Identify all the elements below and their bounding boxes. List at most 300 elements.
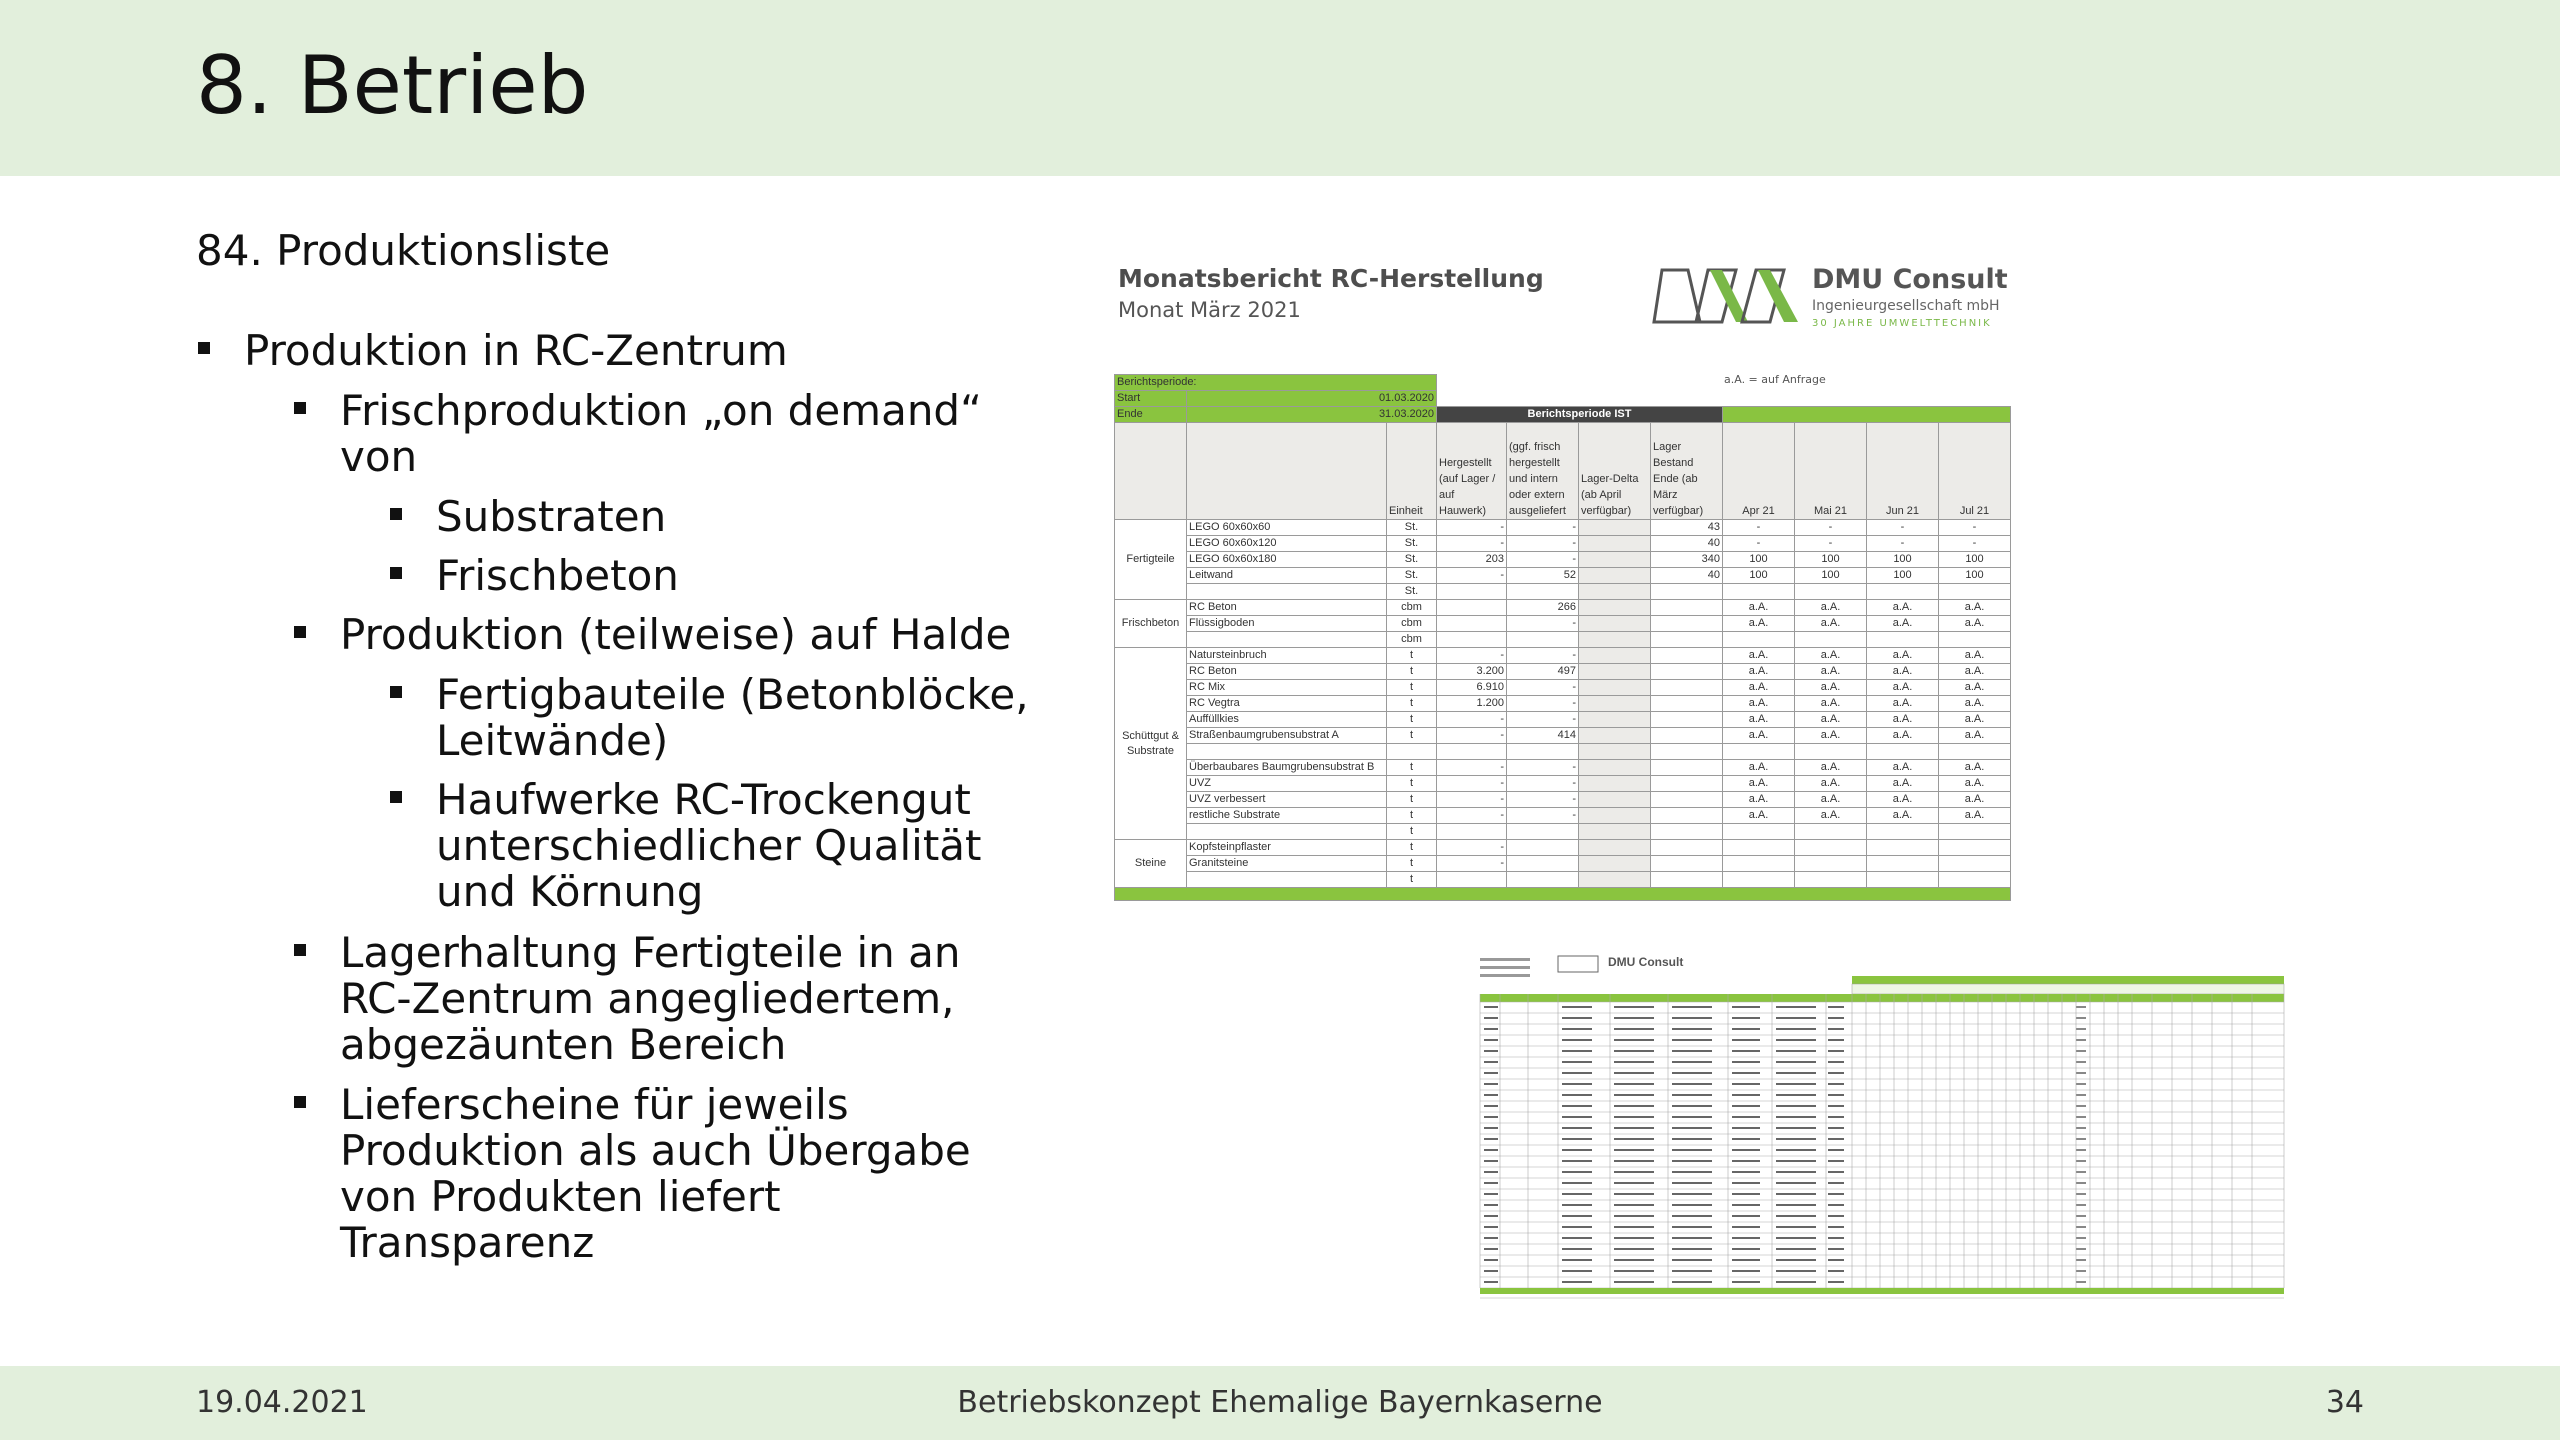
sheet-cell-mark: [1484, 1259, 1498, 1261]
item-value: [1579, 632, 1651, 648]
sheet-cell-mark: [1562, 1116, 1592, 1118]
sheet-cell-mark: [1614, 1204, 1654, 1206]
bullet-marker-icon: [390, 686, 402, 698]
item-value: [1651, 616, 1723, 632]
sheet-cell-mark: [1562, 1171, 1592, 1173]
item-value: t: [1387, 792, 1437, 808]
item-value: a.A.: [1795, 776, 1867, 792]
sheet-cell-mark: [1484, 1116, 1498, 1118]
item-value: -: [1437, 568, 1507, 584]
item-value: 100: [1867, 552, 1939, 568]
sheet-cell-mark: [1484, 1006, 1498, 1008]
item-value: 497: [1507, 664, 1579, 680]
sheet-cell-mark: [1828, 1050, 1844, 1052]
item-value: [1651, 824, 1723, 840]
bullet-item: [436, 553, 1036, 599]
sheet-cell-mark: [1562, 1237, 1592, 1239]
sheet-subheader: [1852, 984, 2284, 994]
sheet-cell-mark: [1562, 1160, 1592, 1162]
report-row: [1115, 680, 2011, 696]
sheet-cell-mark: [1776, 1270, 1816, 1272]
sheet-cell-mark: [1776, 1083, 1816, 1085]
sheet-cell-mark: [1484, 1149, 1498, 1151]
item-value: [1651, 664, 1723, 680]
item-value: [1651, 744, 1723, 760]
start-label: Start: [1115, 391, 1187, 407]
end-label: Ende: [1115, 407, 1187, 423]
sheet-cell-mark: [1732, 1105, 1760, 1107]
sheet-cell-mark: [1828, 1039, 1844, 1041]
sheet-cell-mark: [1732, 1270, 1760, 1272]
item-value: [1651, 728, 1723, 744]
item-value: 100: [1795, 568, 1867, 584]
column-header-row: [1115, 423, 2011, 520]
sheet-cell-mark: [1828, 1270, 1844, 1272]
sheet-cell-mark: [1614, 1094, 1654, 1096]
report-row: [1115, 552, 2011, 568]
sheet-cell-mark: [1562, 1028, 1592, 1030]
item-value: a.A.: [1795, 760, 1867, 776]
item-value: 3.200: [1437, 664, 1507, 680]
item-value: [1579, 696, 1651, 712]
bullet-item: [436, 777, 1036, 915]
sheet-cell-mark: [1828, 1281, 1844, 1283]
sheet-cell-mark: [1776, 1193, 1816, 1195]
col-header: (ggf. frisch hergestellt und intern oder extern ausgeliefert: [1507, 423, 1579, 520]
sheet-cell-mark: [1776, 1149, 1816, 1151]
item-value: [1507, 584, 1579, 600]
item-name: RC Beton: [1187, 600, 1387, 616]
sheet-cell-mark: [1614, 1259, 1654, 1261]
item-value: 266: [1507, 600, 1579, 616]
sheet-cell-mark: [2076, 1226, 2086, 1228]
sheet-cell-mark: [1672, 1127, 1712, 1129]
bullet-marker-icon: [294, 944, 306, 956]
item-value: [1507, 744, 1579, 760]
report-month: Monat März 2021: [1118, 298, 1301, 322]
item-value: a.A.: [1723, 616, 1795, 632]
sheet-grid: [1472, 950, 2292, 1320]
sheet-cell-mark: [1828, 1182, 1844, 1184]
sheet-cell-mark: [2076, 1160, 2086, 1162]
report-row: [1115, 568, 2011, 584]
item-value: cbm: [1387, 632, 1437, 648]
item-value: [1651, 712, 1723, 728]
monthly-report-image: [1110, 250, 2016, 932]
sheet-cell-mark: [1732, 1017, 1760, 1019]
item-value: -: [1437, 648, 1507, 664]
group-label: Frischbeton: [1115, 600, 1187, 648]
item-value: [1867, 824, 1939, 840]
item-value: a.A.: [1939, 792, 2011, 808]
item-value: [1507, 824, 1579, 840]
dmu-consult-logo: [1652, 264, 2012, 334]
sheet-cell-mark: [1732, 1061, 1760, 1063]
report-row: [1115, 728, 2011, 744]
daily-delivery-sheet-image: [1472, 950, 2292, 1320]
sheet-cell-mark: [1614, 1138, 1654, 1140]
sheet-cell-mark: [1484, 1160, 1498, 1162]
item-value: [1437, 632, 1507, 648]
bullet-item: [340, 388, 1020, 480]
sheet-cell-mark: [1828, 1061, 1844, 1063]
logo-anniversary: 30 JAHRE UMWELTTECHNIK: [1812, 318, 1992, 329]
item-value: -: [1939, 536, 2011, 552]
sheet-cell-mark: [1732, 1259, 1760, 1261]
report-row: [1115, 824, 2011, 840]
sheet-cell-mark: [1776, 1061, 1816, 1063]
item-value: [1939, 872, 2011, 888]
report-footer-bar: [1115, 888, 2011, 901]
report-row: [1115, 696, 2011, 712]
sheet-cell-mark: [1672, 1259, 1712, 1261]
item-name: [1187, 632, 1387, 648]
item-value: [1795, 872, 1867, 888]
item-value: [1579, 536, 1651, 552]
sheet-cell-mark: [1614, 1193, 1654, 1195]
sheet-cell-mark: [1732, 1083, 1760, 1085]
sheet-cell-mark: [1484, 1138, 1498, 1140]
item-value: [1387, 744, 1437, 760]
item-name: [1187, 744, 1387, 760]
sheet-cell-mark: [1672, 1039, 1712, 1041]
item-value: a.A.: [1723, 760, 1795, 776]
item-value: 100: [1795, 552, 1867, 568]
item-value: [1579, 872, 1651, 888]
item-value: [1579, 616, 1651, 632]
sheet-cell-mark: [1672, 1061, 1712, 1063]
sheet-cell-mark: [1732, 1138, 1760, 1140]
sheet-cell-mark: [1484, 1127, 1498, 1129]
sheet-cell-mark: [1776, 1215, 1816, 1217]
item-value: a.A.: [1939, 600, 2011, 616]
sheet-cell-mark: [1732, 1072, 1760, 1074]
item-value: [1867, 872, 1939, 888]
item-value: a.A.: [1723, 680, 1795, 696]
item-value: a.A.: [1795, 808, 1867, 824]
sheet-cell-mark: [1776, 1017, 1816, 1019]
bullet-marker-icon: [390, 567, 402, 579]
sheet-cell-mark: [1484, 1215, 1498, 1217]
item-value: 340: [1651, 552, 1723, 568]
sheet-cell-mark: [1614, 1017, 1654, 1019]
sheet-cell-mark: [1614, 1083, 1654, 1085]
item-value: St.: [1387, 568, 1437, 584]
sheet-cell-mark: [2076, 1171, 2086, 1173]
item-value: [1939, 824, 2011, 840]
item-value: [1579, 728, 1651, 744]
sheet-cell-mark: [1732, 1281, 1760, 1283]
item-value: a.A.: [1795, 696, 1867, 712]
bullet-item: [340, 612, 1060, 658]
sheet-cell-mark: [2076, 1237, 2086, 1239]
sheet-cell-mark: [1672, 1149, 1712, 1151]
bullet-text: Produktion (teilweise) auf Halde: [340, 610, 1012, 659]
sheet-cell-mark: [1614, 1171, 1654, 1173]
item-value: -: [1795, 536, 1867, 552]
item-value: a.A.: [1795, 728, 1867, 744]
item-value: a.A.: [1939, 616, 2011, 632]
item-value: [1437, 744, 1507, 760]
item-value: a.A.: [1867, 680, 1939, 696]
item-value: a.A.: [1867, 648, 1939, 664]
bullet-text: Lagerhaltung Fertigteile in an RC-Zentrum angegliedertem, abgezäunten Bereich: [340, 928, 961, 1069]
sheet-cell-mark: [1614, 1270, 1654, 1272]
item-value: [1579, 664, 1651, 680]
sheet-cell-mark: [1484, 1193, 1498, 1195]
item-value: [1579, 840, 1651, 856]
item-value: [1437, 872, 1507, 888]
item-value: [1723, 744, 1795, 760]
sheet-cell-mark: [1614, 1160, 1654, 1162]
item-value: [1939, 584, 2011, 600]
bullet-text: Produktion in RC-Zentrum: [244, 326, 788, 375]
sheet-cell-mark: [1828, 1028, 1844, 1030]
item-value: -: [1867, 520, 1939, 536]
sheet-cell-mark: [1828, 1171, 1844, 1173]
item-value: a.A.: [1939, 696, 2011, 712]
item-value: 203: [1437, 552, 1507, 568]
sheet-cell-mark: [1828, 1127, 1844, 1129]
sheet-cell-mark: [1484, 1204, 1498, 1206]
period-row: [1115, 375, 2011, 391]
sheet-cell-mark: [2076, 1072, 2086, 1074]
sheet-cell-mark: [1732, 1028, 1760, 1030]
sheet-cell-mark: [1484, 1072, 1498, 1074]
sheet-cell-mark: [2076, 1215, 2086, 1217]
item-value: -: [1437, 856, 1507, 872]
report-row: [1115, 536, 2011, 552]
item-value: a.A.: [1867, 760, 1939, 776]
sheet-cell-mark: [1562, 1083, 1592, 1085]
sheet-cell-mark: [1672, 1083, 1712, 1085]
sheet-cell-mark: [1484, 1248, 1498, 1250]
sheet-cell-mark: [1776, 1182, 1816, 1184]
sheet-cell-mark: [1562, 1149, 1592, 1151]
sheet-cell-mark: [1672, 1094, 1712, 1096]
sheet-cell-mark: [2076, 1017, 2086, 1019]
item-value: a.A.: [1723, 808, 1795, 824]
item-value: -: [1507, 536, 1579, 552]
item-value: t: [1387, 824, 1437, 840]
sheet-cell-mark: [1484, 1050, 1498, 1052]
sheet-cell-mark: [1614, 1116, 1654, 1118]
item-value: [1867, 744, 1939, 760]
sheet-cell-mark: [2076, 1050, 2086, 1052]
sheet-cell-mark: [1672, 1050, 1712, 1052]
sheet-cell-mark: [1732, 1050, 1760, 1052]
sheet-cell-mark: [1672, 1204, 1712, 1206]
sheet-cell-mark: [1562, 1226, 1592, 1228]
sheet-header-line: [1480, 966, 1530, 969]
sheet-cell-mark: [1776, 1226, 1816, 1228]
item-value: [1579, 856, 1651, 872]
item-value: t: [1387, 776, 1437, 792]
item-value: -: [1437, 760, 1507, 776]
item-value: [1507, 840, 1579, 856]
group-label: Fertigteile: [1115, 520, 1187, 600]
item-value: a.A.: [1939, 776, 2011, 792]
sheet-cell-mark: [2076, 1039, 2086, 1041]
item-value: [1939, 632, 2011, 648]
item-value: -: [1437, 728, 1507, 744]
sheet-cell-mark: [1732, 1116, 1760, 1118]
item-value: [1437, 824, 1507, 840]
item-value: [1795, 632, 1867, 648]
item-value: a.A.: [1795, 664, 1867, 680]
footer-date: 19.04.2021: [196, 1385, 368, 1420]
item-value: [1579, 568, 1651, 584]
sheet-cell-mark: [1828, 1226, 1844, 1228]
item-value: St.: [1387, 552, 1437, 568]
report-table: [1114, 374, 2011, 901]
sheet-cell-mark: [1732, 1149, 1760, 1151]
item-value: [1939, 840, 2011, 856]
sheet-cell-mark: [2076, 1083, 2086, 1085]
report-row: [1115, 760, 2011, 776]
report-row: [1115, 872, 2011, 888]
sheet-cell-mark: [1828, 1237, 1844, 1239]
item-value: [1579, 744, 1651, 760]
item-value: 43: [1651, 520, 1723, 536]
sheet-cell-mark: [1672, 1116, 1712, 1118]
report-row: [1115, 664, 2011, 680]
sheet-cell-mark: [1672, 1270, 1712, 1272]
sheet-cell-mark: [2076, 1270, 2086, 1272]
item-value: [1651, 696, 1723, 712]
bullet-item: [244, 328, 1044, 374]
item-value: [1507, 632, 1579, 648]
item-value: a.A.: [1939, 808, 2011, 824]
item-value: 40: [1651, 536, 1723, 552]
item-value: [1579, 600, 1651, 616]
item-value: -: [1507, 680, 1579, 696]
item-value: a.A.: [1723, 648, 1795, 664]
footer-title: Betriebskonzept Ehemalige Bayernkaserne: [957, 1385, 1603, 1420]
sheet-cell-mark: [1614, 1182, 1654, 1184]
report-row: [1115, 600, 2011, 616]
sheet-cell-mark: [1828, 1193, 1844, 1195]
item-value: a.A.: [1939, 712, 2011, 728]
sheet-cell-mark: [1484, 1094, 1498, 1096]
sheet-cell-mark: [2076, 1116, 2086, 1118]
item-name: LEGO 60x60x180: [1187, 552, 1387, 568]
sheet-cell-mark: [1484, 1281, 1498, 1283]
sheet-cell-mark: [1776, 1105, 1816, 1107]
sheet-cell-mark: [1562, 1259, 1592, 1261]
item-value: -: [1507, 696, 1579, 712]
sheet-footer-band: [1480, 1288, 2284, 1294]
sheet-cell-mark: [1614, 1028, 1654, 1030]
item-value: [1867, 584, 1939, 600]
bullet-marker-icon: [294, 1096, 306, 1108]
sheet-cell-mark: [1828, 1072, 1844, 1074]
bullet-text: Frischbeton: [436, 551, 679, 600]
sheet-cell-mark: [1484, 1270, 1498, 1272]
sheet-cell-mark: [1672, 1171, 1712, 1173]
sheet-cell-mark: [1776, 1248, 1816, 1250]
forecast-header: [1723, 407, 2011, 423]
sheet-cell-mark: [1484, 1061, 1498, 1063]
item-value: [1723, 824, 1795, 840]
report-title: Monatsbericht RC-Herstellung: [1118, 264, 1544, 293]
sheet-logo-name: DMU Consult: [1608, 955, 1684, 969]
item-value: t: [1387, 696, 1437, 712]
item-value: a.A.: [1939, 728, 2011, 744]
sheet-cell-mark: [1776, 1039, 1816, 1041]
sheet-cell-mark: [1672, 1028, 1712, 1030]
page-number: 34: [2325, 1385, 2364, 1420]
item-value: [1651, 648, 1723, 664]
item-value: -: [1507, 712, 1579, 728]
item-value: St.: [1387, 536, 1437, 552]
item-value: a.A.: [1939, 760, 2011, 776]
item-value: St.: [1387, 520, 1437, 536]
item-value: [1651, 600, 1723, 616]
item-value: [1651, 632, 1723, 648]
item-value: -: [1939, 520, 2011, 536]
item-value: a.A.: [1723, 728, 1795, 744]
item-value: a.A.: [1867, 664, 1939, 680]
item-value: 6.910: [1437, 680, 1507, 696]
item-value: -: [1437, 808, 1507, 824]
item-value: [1579, 648, 1651, 664]
col-header: Apr 21: [1723, 423, 1795, 520]
sheet-cell-mark: [1776, 1237, 1816, 1239]
sheet-cell-mark: [1732, 1204, 1760, 1206]
item-value: 414: [1507, 728, 1579, 744]
item-value: 1.200: [1437, 696, 1507, 712]
item-value: a.A.: [1795, 792, 1867, 808]
sheet-cell-mark: [1732, 1006, 1760, 1008]
sheet-cell-mark: [1828, 1259, 1844, 1261]
item-name: Leitwand: [1187, 568, 1387, 584]
sheet-cell-mark: [1614, 1248, 1654, 1250]
item-value: a.A.: [1723, 776, 1795, 792]
item-value: a.A.: [1795, 600, 1867, 616]
sheet-cell-mark: [1732, 1193, 1760, 1195]
item-value: a.A.: [1867, 696, 1939, 712]
sheet-cell-mark: [1732, 1160, 1760, 1162]
item-value: [1651, 808, 1723, 824]
item-name: LEGO 60x60x120: [1187, 536, 1387, 552]
bullet-text: Substraten: [436, 492, 667, 541]
item-name: LEGO 60x60x60: [1187, 520, 1387, 536]
bullet-text: Frischproduktion „on demand“ von: [340, 386, 982, 481]
bullet-text: Fertigbauteile (Betonblöcke, Leitwände): [436, 670, 1029, 765]
item-value: [1579, 760, 1651, 776]
item-value: [1867, 632, 1939, 648]
item-value: -: [1437, 840, 1507, 856]
item-value: -: [1437, 520, 1507, 536]
sheet-cell-mark: [1776, 1072, 1816, 1074]
item-value: [1651, 680, 1723, 696]
item-value: [1579, 680, 1651, 696]
bullet-marker-icon: [294, 626, 306, 638]
sheet-cell-mark: [1614, 1237, 1654, 1239]
end-row: [1115, 407, 2011, 423]
sheet-col-header: [1480, 994, 2284, 1002]
sheet-cell-mark: [2076, 1094, 2086, 1096]
item-name: Kopfsteinpflaster: [1187, 840, 1387, 856]
report-row: [1115, 792, 2011, 808]
item-value: [1723, 632, 1795, 648]
sheet-cell-mark: [1562, 1270, 1592, 1272]
sheet-cell-mark: [1614, 1127, 1654, 1129]
bullet-text: Lieferscheine für jeweils Produktion als auch Übergabe von Produkten liefert Transparenz: [340, 1080, 971, 1267]
item-name: restliche Substrate: [1187, 808, 1387, 824]
item-value: a.A.: [1939, 680, 2011, 696]
